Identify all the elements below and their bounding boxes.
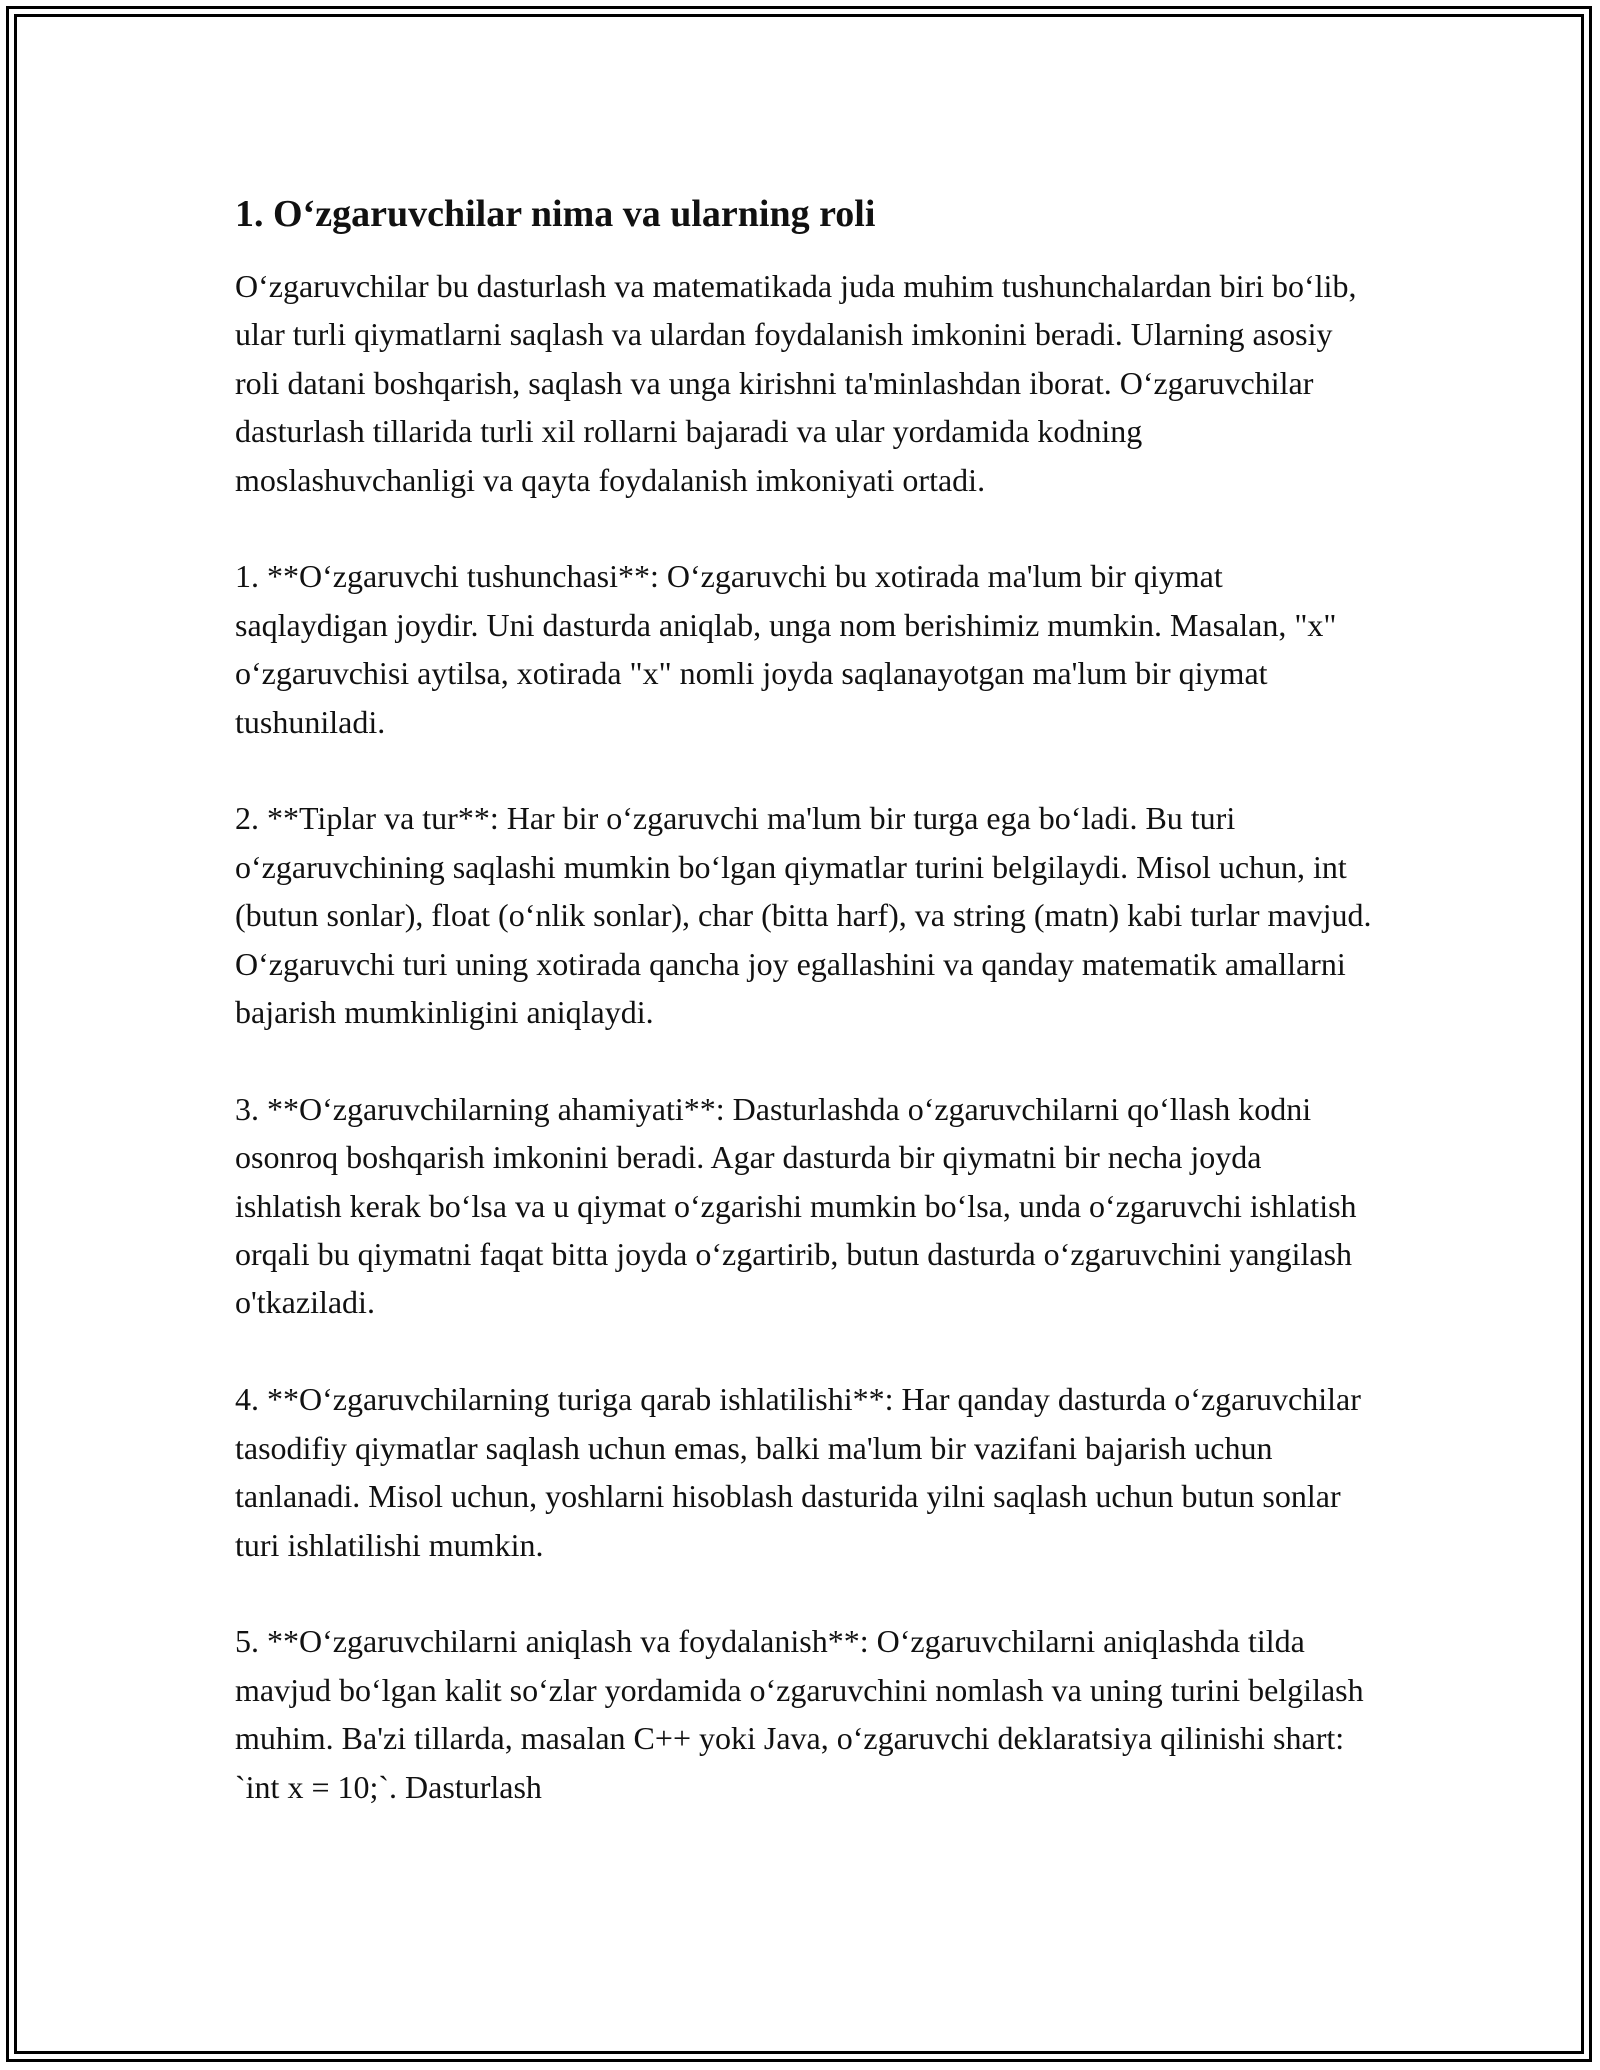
document-page [235,190,1375,1859]
section-heading: 1. O‘zgaruvchilar nima va ularning roli [235,193,876,235]
paragraph-item-4: 4. **O‘zgaruvchilarning turiga qarab ishlatilishi**: Har qanday dasturda o‘zgaruvchilar tasodifiy qiymatlar saqlash uchun emas, balki ma'lum bir vazifani bajarish uchun tanlanadi. Misol uchun, yoshlarni hisoblash dasturida yilni saqlash uchun butun sonlar turi ishlatilishi mumkin. [235,1381,1361,1563]
paragraph-item-2: 2. **Tiplar va tur**: Har bir o‘zgaruvchi ma'lum bir turga ega bo‘ladi. Bu turi o‘zgaruvchining saqlashi mumkin bo‘lgan qiymatlar turini belgilaydi. Misol uchun, int (butun sonlar), float (o‘nlik sonlar), char (bitta harf), va string (matn) kabi turlar mavjud. O‘zgaruvchi turi uning xotirada qancha joy egallashini va qanday matematik amallarni bajarish mumkinligini aniqlaydi. [235,800,1372,1031]
paragraph-item-3: 3. **O‘zgaruvchilarning ahamiyati**: Dasturlashda o‘zgaruvchilarni qo‘llash kodni osonroq boshqarish imkonini beradi. Agar dasturda bir qiymatni bir necha joyda ishlatish kerak bo‘lsa va u qiymat o‘zgarishi mumkin bo‘lsa, unda o‘zgaruvchi ishlatish orqali bu qiymatni faqat bitta joyda o‘zgartirib, butun dasturda o‘zgaruvchini yangilash o'tkaziladi. [235,1090,1357,1321]
intro-paragraph: O‘zgaruvchilar bu dasturlash va matematikada juda muhim tushunchalardan biri bo‘lib, ular turli qiymatlarni saqlash va ulardan foydalanish imkonini beradi. Ularning asosiy roli datani boshqarish, saqlash va unga kirishni ta'minlashdan iborat. O‘zgaruvchilar dasturlash tillarida turli xil rollarni bajaradi va ular yordamida kodning moslashuvchanligi va qayta foydalanish imkoniyati ortadi. [235,268,1357,498]
paragraph-item-5: 5. **O‘zgaruvchilarni aniqlash va foydalanish**: O‘zgaruvchilarni aniqlashda tilda mavjud bo‘lgan kalit so‘zlar yordamida o‘zgaruvchini nomlash va uning turini belgilash muhim. Ba'zi tillarda, masalan C++ yoki Java, o‘zgaruvchi deklaratsiya qilinishi shart: `int x = 10;`. Dasturlash [235,1623,1364,1805]
paragraph-item-1: 1. **O‘zgaruvchi tushunchasi**: O‘zgaruvchi bu xotirada ma'lum bir qiymat saqlaydigan joydir. Uni dasturda aniqlab, unga nom berishimiz mumkin. Masalan, "x" o‘zgaruvchisi aytilsa, xotirada "x" nomli joyda saqlanayotgan ma'lum bir qiymat tushuniladi. [235,558,1337,740]
